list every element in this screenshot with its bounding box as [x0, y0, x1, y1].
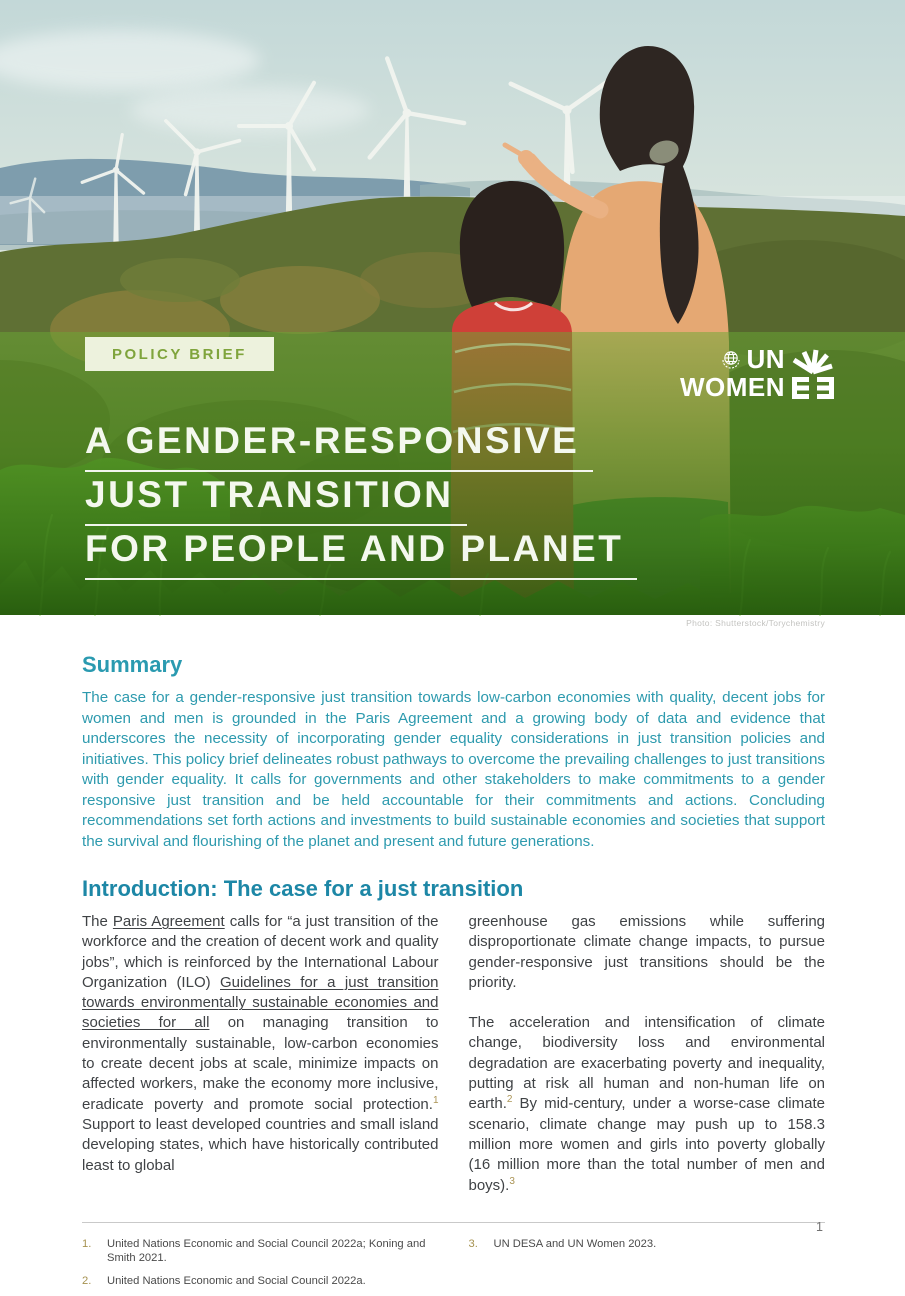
title-line-2: JUST TRANSITION	[85, 474, 467, 526]
page-number: 1	[816, 1220, 823, 1234]
intro-left-paragraph	[82, 912, 439, 1176]
intro-text: on managing transition to environmentally sustainable, low-carbon economies to create decent jobs at scale, minimize impacts on affected workers, make the economy more inclusive, eradicate poverty and promote social protection.	[82, 1014, 439, 1113]
hero-image	[0, 0, 905, 615]
footnote-ref-1: 1	[432, 1094, 439, 1106]
document-body	[0, 652, 905, 1296]
intro-column-left	[82, 912, 439, 1196]
introduction-columns	[82, 912, 825, 1196]
footnote-text: United Nations Economic and Social Council 2022a.	[107, 1274, 366, 1287]
photo-credit: Photo: Shutterstock/Torychemistry	[686, 618, 825, 628]
policy-brief-badge: POLICY BRIEF	[85, 337, 274, 371]
footnotes-column-right	[469, 1237, 826, 1296]
un-women-logo	[680, 346, 835, 400]
footnote-text: UN DESA and UN Women 2023.	[493, 1237, 657, 1250]
logo-text-un: UN	[746, 344, 785, 374]
footnote-text: United Nations Economic and Social Council 2022a; Koning and Smith 2021.	[107, 1237, 426, 1265]
un-emblem-icon	[720, 348, 742, 370]
intro-column-right	[469, 912, 826, 1196]
intro-right-paragraph-1: greenhouse gas emissions while suffering disproportionate climate change impacts, to pursue gender-responsive just transitions should be the priority.	[468, 913, 825, 991]
title-line-3: FOR PEOPLE AND PLANET	[85, 528, 637, 580]
un-women-wordmark	[680, 346, 785, 400]
footnote-ref-2: 2	[506, 1094, 513, 1106]
paris-agreement-link[interactable]: Paris Agreement	[112, 913, 225, 930]
summary-heading: Summary	[82, 652, 183, 677]
footnotes-column-left	[82, 1237, 439, 1296]
footnotes	[82, 1237, 825, 1296]
ilo-guidelines-link[interactable]: Guidelines for a just transition towards environmentally sustainable economies and societies for all	[82, 973, 439, 1032]
intro-text: By mid-century, under a worse-case climate scenario, climate change may push up to 158.3 million more women and girls into poverty globally (16 million more than the total number of men and boys).	[468, 1095, 825, 1194]
un-women-mark-icon	[791, 348, 835, 400]
intro-text: calls for “a just transition of the workforce and the creation of decent work and quality jobs”, which is reinforced by the International Labour Organization (ILO)	[82, 913, 439, 991]
footnote-divider	[82, 1222, 825, 1223]
footnote-item	[469, 1237, 826, 1252]
logo-text-women: WOMEN	[679, 372, 785, 402]
page-title	[85, 420, 637, 582]
footnote-ref-3: 3	[509, 1175, 515, 1187]
footnote-number: 1.	[82, 1237, 92, 1250]
footnote-number: 2.	[82, 1274, 92, 1287]
footnote-item	[82, 1237, 439, 1266]
intro-right-paragraph-2	[469, 1013, 826, 1196]
introduction-heading: Introduction: The case for a just transition	[82, 876, 524, 901]
intro-text: The acceleration and intensification of climate change, biodiversity loss and environmental degradation are exacerbating poverty and inequality, putting at risk all human and non-human life on earth.	[468, 1014, 825, 1113]
title-line-1: A GENDER-RESPONSIVE	[85, 420, 593, 472]
intro-text: The	[82, 913, 113, 930]
footnote-item	[82, 1274, 439, 1289]
intro-text: Support to least developed countries and small island developing states, which have historically contributed least to global	[82, 1115, 439, 1174]
summary-paragraph: The case for a gender-responsive just transition towards low-carbon economies with quality, decent jobs for women and men is grounded in the Paris Agreement and a growing body of data and evidence that underscores the necessity of incorporating gender equality considerations in just transition policies and initiatives. This policy brief delineates robust pathways to overcome the prevailing challenges to just transitions with gender equality. It calls for governments and other stakeholders to make commitments to a gender responsive just transition and be held accountable for their commitments and actions. Concluding recommendations set forth actions and investments to build sustainable economies and societies that support the survival and flourishing of the planet and present and future generations.	[82, 689, 825, 850]
footnote-number: 3.	[468, 1237, 478, 1250]
